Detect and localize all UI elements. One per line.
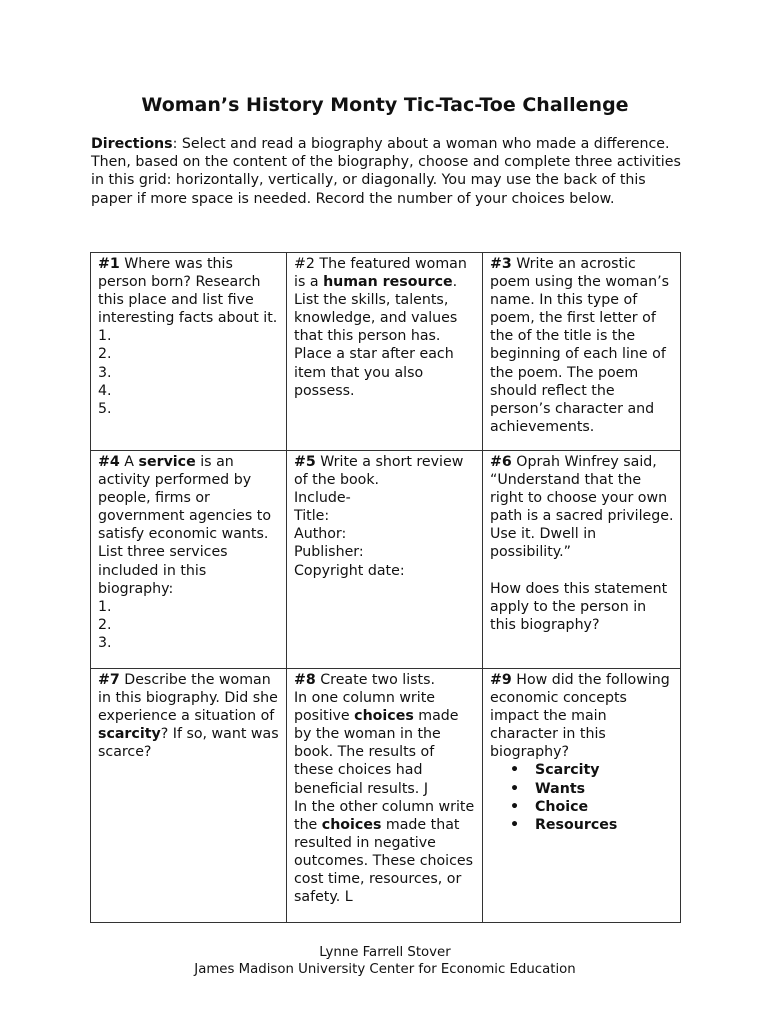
tic-tac-toe-grid <box>90 252 681 923</box>
grid-cell-9 <box>483 669 681 923</box>
page-title: Woman’s History Monty Tic-Tac-Toe Challenge <box>141 94 629 116</box>
footer-author: Lynne Farrell Stover <box>319 945 451 960</box>
cell-7-bold: scarcity <box>98 726 161 743</box>
cell-4-item-3: 3. <box>98 634 112 651</box>
cell-2-bold: human resource <box>323 274 453 291</box>
cell-7-post: ? If so, want was scarce? <box>98 726 279 761</box>
directions-label: Directions <box>91 136 173 152</box>
cell-8-p2-bold: choices <box>321 816 382 833</box>
cell-1-item-3: 3. <box>98 364 112 381</box>
cell-1-intro <box>98 256 277 326</box>
grid-row-1 <box>91 253 681 451</box>
cell-6-spacer <box>490 562 674 580</box>
cell-9-intro <box>490 672 670 760</box>
cell-4-number: #4 <box>98 454 120 470</box>
cell-4-item-1: 1. <box>98 598 112 615</box>
cell-5-publisher-label: Publisher: <box>294 544 364 561</box>
cell-8-p2-pre: In the other column write the <box>294 798 475 833</box>
cell-4-item-2: 2. <box>98 616 112 633</box>
grid-cell-6 <box>483 451 681 669</box>
cell-5-author-label: Author: <box>294 526 347 543</box>
cell-4-bold: service <box>138 454 196 470</box>
cell-9-number: #9 <box>490 672 512 688</box>
cell-8-p1-bold: choices <box>354 708 414 725</box>
grid-cell-2 <box>287 253 483 451</box>
cell-4-pre: A <box>119 454 139 470</box>
cell-8-p2-post: made that resulted in negative outcomes. These choices cost time, resources, or safety. L <box>294 816 474 906</box>
cell-1-item-1: 1. <box>98 328 112 345</box>
directions <box>91 135 681 208</box>
grid-cell-5 <box>287 451 483 669</box>
cell-6-question: How does this statement apply to the person in this biography? <box>490 580 668 633</box>
cell-4-instruction: List three services included in this biography: <box>98 544 228 597</box>
directions-text: : Select and read a biography about a woman who made a difference. Then, based on the content of the biography, choose and complete three activities in this grid: horizontally, vertically, or diagonally. You may use the back of this paper if more space is needed. Record the number of your choices below. <box>91 136 681 207</box>
grid-cell-7 <box>91 669 287 923</box>
cell-5-title-label: Title: <box>294 508 330 525</box>
grid-cell-8 <box>287 669 483 923</box>
cell-2-pre: #2 The featured woman is a <box>294 256 467 291</box>
cell-6-text: Oprah Winfrey said, “Understand that the right to choose your own path is a sacred privilege. Use it. Dwell in possibility.” <box>490 454 674 561</box>
grid-row-3 <box>91 669 681 923</box>
grid-cell-4 <box>91 451 287 669</box>
cell-8-p1-post: made by the woman in the book. The results of these choices had beneficial results. J <box>294 708 459 797</box>
cell-8-intro <box>294 672 435 688</box>
cell-4-intro <box>98 454 271 542</box>
concept-item-resources: • Resources <box>490 816 674 834</box>
concept-list <box>490 761 674 833</box>
cell-5-text: Write a short review of the book. <box>294 454 464 489</box>
footer-org: James Madison University Center for Economic Education <box>194 962 576 977</box>
cell-8-positive-paragraph <box>294 689 476 798</box>
cell-3-text: Write an acrostic poem using the woman’s name. In this type of poem, the first letter of the of the title is the beginning of each line of the poem. The poem should reflect the person’s character and achievements. <box>490 256 670 435</box>
cell-6-number: #6 <box>490 454 512 470</box>
cell-7-number: #7 <box>98 672 120 688</box>
cell-1-item-5: 5. <box>98 400 112 417</box>
cell-5-number: #5 <box>294 454 316 470</box>
cell-5-intro <box>294 454 463 488</box>
cell-4-post: is an activity performed by people, firms or government agencies to satisfy economic wants. <box>98 454 272 543</box>
grid-cell-3 <box>483 253 681 451</box>
concept-item-scarcity: • Scarcity <box>490 761 674 779</box>
cell-1-item-4: 4. <box>98 382 112 399</box>
cell-1-text: Where was this person born? Research this place and list five interesting facts about it. <box>98 256 278 327</box>
cell-6-quote <box>490 454 674 560</box>
cell-1-number: #1 <box>98 256 120 272</box>
cell-2-post: . List the skills, talents, knowledge, and values that this person has. Place a star after each item that you also possess. <box>294 274 458 399</box>
cell-5-include: Include- <box>294 490 351 507</box>
cell-9-text: How did the following economic concepts impact the main character in this biography? <box>490 672 670 761</box>
cell-8-number: #8 <box>294 672 316 688</box>
cell-5-copyright-label: Copyright date: <box>294 562 405 579</box>
grid-row-2 <box>91 451 681 669</box>
cell-8-negative-paragraph <box>294 798 476 907</box>
cell-8-line-1: Create two lists. <box>315 672 436 688</box>
concept-item-wants: • Wants <box>490 780 674 798</box>
cell-7-pre: Describe the woman in this biography. Did she experience a situation of <box>98 672 278 725</box>
grid-cell-1 <box>91 253 287 451</box>
cell-8-p1-pre: In one column write positive <box>294 690 436 725</box>
cell-1-item-2: 2. <box>98 346 112 363</box>
cell-3-number: #3 <box>490 256 512 272</box>
concept-item-choice: • Choice <box>490 798 674 816</box>
